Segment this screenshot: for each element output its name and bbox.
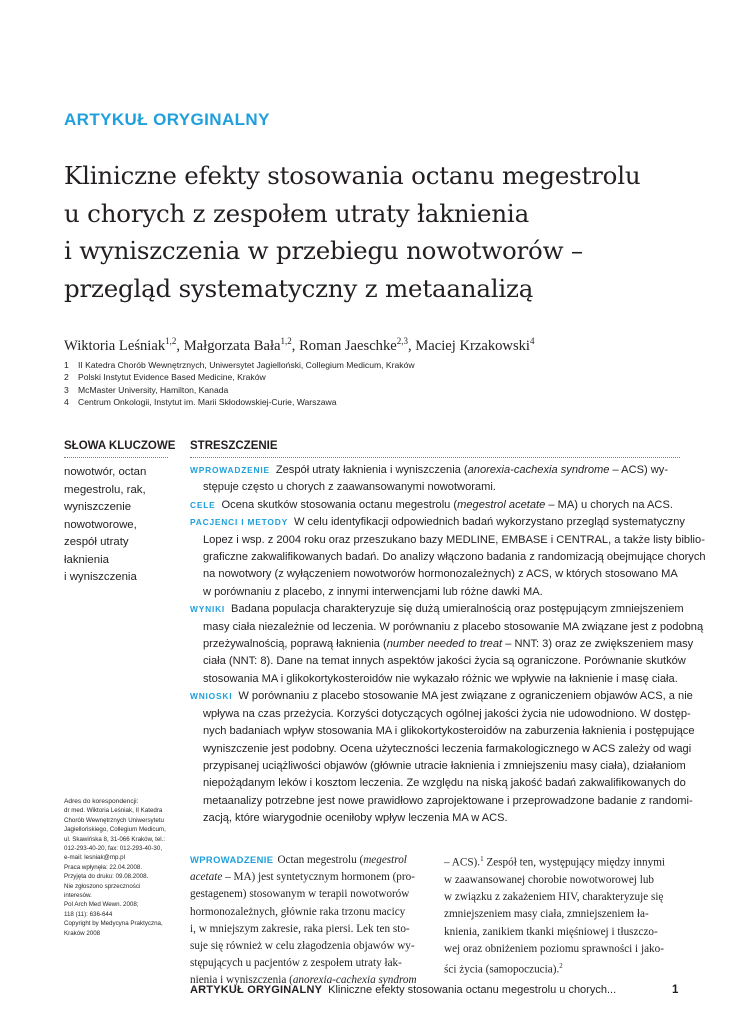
title-line: przegląd systematyczny z metaanalizą — [64, 273, 534, 303]
text-run: gestagenem) stosowanym w terapii nowotworów — [190, 888, 410, 901]
abstract-heading: STRESZCZENIE — [190, 440, 278, 452]
text-run: niepożądanym leków i kosztom leczenia. Ze względu na niską jakość badań zakwalifikowanych do — [203, 777, 686, 790]
body-line — [444, 958, 694, 979]
text-run: metaanalizy potrzebne jest nowe prawidłowo zaprojektowane i przeprowadzone badanie z randomi- — [203, 794, 693, 807]
title-line: Kliniczne efekty stosowania octanu megestrolu — [64, 161, 641, 190]
reference-superscript: 1 — [480, 855, 484, 863]
abstract-line — [190, 566, 690, 583]
body-column-left — [190, 851, 430, 990]
correspondence-line: ul. Skawińska 8, 31-066 Kraków, tel.: — [64, 835, 166, 843]
correspondence-line: 118 (11): 636-644 — [64, 910, 113, 918]
keyword-line: łaknienia — [64, 553, 109, 566]
italic-term: anorexia-cachexia syndrom — [292, 974, 417, 987]
author-affiliation-ref: 4 — [529, 336, 535, 346]
text-run: – MA) jest syntetycznym hormonem (pro- — [222, 871, 415, 884]
affiliation-item — [64, 371, 415, 383]
body-line — [444, 851, 694, 872]
article-title — [64, 157, 704, 307]
abstract-section — [190, 462, 690, 497]
correspondence-line: Nie zgłoszono sprzeczności — [64, 882, 141, 890]
keywords-list — [64, 464, 174, 587]
body-line — [190, 851, 430, 869]
correspondence-line: Pol Arch Med Wewn. 2008; — [64, 901, 139, 909]
text-run: graficzne zakwalifikowanych badań. Do analizy włączono badania z randomizacją obejmujące chorych — [203, 551, 706, 564]
text-run: przeżywalnością, poprawą łaknienia ( — [203, 638, 387, 651]
text-run: wej oraz obniżeniem poziomu sprawności i jako- — [444, 942, 664, 955]
abstract-line — [190, 810, 690, 827]
author-list — [64, 336, 534, 355]
text-run: na nowotwory (z wyłączeniem nowotworów hormonozależnych) z ACS, w których stosowano MA — [203, 568, 678, 581]
affiliation-text: McMaster University, Hamilton, Kanada — [78, 384, 229, 395]
affiliation-number: 1 — [64, 360, 69, 370]
abstract-line — [190, 758, 690, 775]
text-run: stosowania MA i glikokortykosteroidów nie wykazało różnic we wpływie na łaknienie i masę ciała. — [203, 672, 678, 685]
correspondence-line: e-mail: lesniak@mp.pl — [64, 854, 125, 862]
italic-term: megestrol acetate — [457, 498, 546, 511]
text-run: knienia, zanikiem tkanki mięśniowej i tłuszczo- — [444, 925, 658, 938]
body-section-label: WPROWADZENIE — [190, 854, 274, 865]
affiliation-item — [64, 384, 415, 396]
keyword-line: wyniszczenie — [64, 501, 132, 513]
text-run: W porównaniu z placebo stosowanie MA jest związane z ograniczeniem objawów ACS, a nie — [238, 690, 693, 703]
keyword-line: i wyniszczenia — [64, 571, 137, 583]
body-line — [190, 921, 430, 938]
text-run: w związku z zakażeniem HIV, charakteryzuje się — [444, 891, 664, 904]
page-number: 1 — [672, 984, 679, 996]
abstract-line — [190, 601, 690, 618]
title-line: u chorych z zespołem utraty łaknienia — [64, 198, 529, 228]
text-run: Octan megestrolu ( — [277, 854, 364, 866]
abstract-line — [190, 688, 693, 705]
title-line: i wyniszczenia w przebiegu nowotworów – — [64, 236, 583, 265]
abstract-divider — [190, 457, 680, 458]
author-name: Wiktoria Leśniak — [64, 337, 166, 354]
text-run: masy ciała niezależnie od leczenia. W porównaniu z placebo stosowanie MA związane jest z podobną — [203, 620, 704, 633]
author-separator: , — [176, 337, 184, 354]
abstract-line — [190, 514, 690, 531]
keyword-line: zespół utraty — [64, 536, 129, 548]
body-line — [444, 906, 694, 923]
correspondence-line: Kraków 2008 — [64, 929, 101, 937]
abstract-line — [190, 741, 690, 758]
affiliation-number: 2 — [64, 372, 69, 383]
correspondence-line: dr med. Wiktoria Leśniak, II Katedra — [64, 807, 163, 815]
abstract-section — [190, 497, 690, 514]
text-run: – NNT: 3) oraz ze zwiększeniem masy — [502, 638, 694, 651]
correspondence-box — [64, 797, 184, 938]
body-line — [444, 924, 694, 941]
affiliation-number: 3 — [64, 384, 69, 395]
correspondence-line: 012-293-40-20, fax: 012-293-40-30, — [64, 845, 163, 853]
body-line — [444, 872, 694, 889]
running-footer — [190, 984, 616, 996]
body-line — [190, 955, 430, 972]
correspondence-line: Copyright by Medycyna Praktyczna, — [64, 920, 163, 928]
text-run: Zespół utraty łaknienia i wyniszczenia ( — [275, 464, 468, 476]
author-name: Małgorzata Bała — [183, 337, 281, 354]
correspondence-line: Praca wpłynęła: 22.04.2008. — [64, 863, 143, 871]
author-affiliation-ref: 1,2 — [280, 336, 292, 346]
italic-term: number needed to treat — [386, 638, 503, 651]
abstract-section-label: WPROWADZENIE — [190, 465, 270, 475]
author-separator: , — [408, 337, 416, 354]
text-run: Ocena skutków stosowania octanu megestrolu ( — [221, 498, 458, 511]
text-run: w porównaniu z placebo, z innymi interwencjami lub różne dawki MA. — [203, 585, 543, 598]
author-affiliation-ref: 1,2 — [165, 336, 177, 346]
body-line — [444, 941, 694, 958]
author-name: Maciej Krzakowski — [415, 337, 530, 354]
author-separator: , — [291, 337, 300, 354]
abstract-section — [190, 514, 706, 601]
text-run: ści życia (samopoczucia). — [444, 963, 560, 976]
abstract-line — [190, 775, 690, 792]
abstract-line — [190, 671, 690, 688]
reference-superscript: 2 — [559, 961, 563, 970]
text-run: w zaawansowanej chorobie nowotworowej lub — [444, 873, 655, 886]
abstract-line — [190, 549, 706, 566]
abstract-section-label: WNIOSKI — [190, 691, 233, 702]
abstract-section-label: PACJENCI I METODY — [190, 517, 288, 528]
keywords-heading: SŁOWA KLUCZOWE — [64, 440, 176, 452]
text-run: – ACS) wy- — [609, 464, 669, 476]
keyword-line: megestrolu, rak, — [64, 483, 146, 496]
affiliation-item — [64, 359, 415, 371]
affiliation-number: 4 — [64, 397, 69, 408]
text-run: zacją, które wiarygodnie oceniłoby wpływ leczenia MA w ACS. — [203, 812, 508, 825]
correspondence-heading: Adres do korespondencji: — [64, 798, 139, 805]
body-line — [190, 938, 430, 955]
text-run: – MA) u chorych na ACS. — [545, 498, 673, 511]
body-line — [444, 889, 694, 906]
footer-section-label: ARTYKUŁ ORYGINALNY — [190, 984, 323, 996]
text-run: wpływa na czas przeżycia. Korzyści dotyczących ogólnej jakości życia nie udowodniono. W dostęp- — [203, 707, 691, 720]
text-run: suje się również w celu złagodzenia objawów wy- — [190, 940, 415, 953]
affiliation-text: II Katedra Chorób Wewnętrznych, Uniwersytet Jagielloński, Collegium Medicum, Kraków — [78, 360, 415, 370]
abstract-line — [190, 497, 690, 514]
text-run: wyniszczenie jest podobny. Ocena użyteczności leczenia farmakologicznego w ACS zależy od wagi — [203, 742, 692, 755]
abstract-section-label: WYNIKI — [190, 604, 226, 615]
abstract-line — [190, 462, 690, 479]
abstract-line — [190, 636, 694, 653]
text-run: ciała (NNT: 8). Dane na temat innych aspektów jakości życia są ograniczone. Porównanie skutków — [203, 655, 686, 668]
body-line — [190, 869, 430, 886]
abstract-line — [190, 532, 705, 549]
italic-term: megestrol — [363, 854, 407, 866]
text-run: Lopez i wsp. z 2004 roku oraz przeszukano bazy MEDLINE, EMBASE i CENTRAL, a także listy biblio- — [203, 533, 705, 546]
abstract-section — [190, 688, 695, 827]
footer-title: Kliniczne efekty stosowania octanu megestrolu u chorych... — [328, 984, 617, 996]
body-line — [190, 886, 430, 903]
text-run: i, w mniejszym zakresie, raka piersi. Lek ten sto- — [190, 922, 410, 935]
abstract-line — [190, 706, 690, 723]
affiliations — [64, 359, 415, 409]
section-label: ARTYKUŁ ORYGINALNY — [64, 110, 270, 129]
abstract-line — [190, 653, 690, 670]
text-run: hormonozależnych, głównie raka trzonu macicy — [190, 905, 406, 918]
text-run: – ACS). — [444, 856, 481, 869]
correspondence-line: Jagiellońskiego, Collegium Medicum, — [64, 826, 166, 834]
text-run: W celu identyfikacji odpowiednich badań wykorzystano przegląd systematyczny — [293, 516, 685, 529]
text-run: nych badaniach wpływ stosowania MA i glikokortykosteroidów na zaburzenia łaknienia i postępujące — [203, 725, 695, 738]
keyword-line: nowotwór, octan — [64, 466, 147, 478]
text-run: zmniejszeniem masy ciała, zmniejszeniem ła- — [444, 908, 649, 921]
correspondence-line: interesów. — [64, 892, 92, 900]
body-column-right — [444, 851, 694, 979]
abstract-section — [190, 601, 704, 688]
body-line — [190, 904, 430, 921]
abstract-section-label: CELE — [190, 499, 216, 510]
italic-term: acetate — [190, 871, 223, 884]
keyword-line: nowotworowe, — [64, 518, 137, 531]
italic-term: anorexia-cachexia syndrome — [467, 464, 610, 476]
text-run: Zespół ten, występujący między innymi — [483, 856, 666, 869]
text-run: Badana populacja charakteryzuje się dużą umieralnością oraz postępującym zmniejszeniem — [231, 603, 684, 616]
keywords-divider — [64, 457, 168, 458]
abstract-body — [190, 462, 706, 828]
correspondence-line: Przyjęta do druku: 09.08.2008. — [64, 873, 149, 881]
abstract-line — [190, 619, 704, 636]
text-run: stępuje często u chorych z zaawansowanymi nowotworami. — [203, 481, 496, 494]
author-name: Roman Jaeschke — [299, 337, 397, 354]
abstract-line — [190, 479, 690, 496]
author-affiliation-ref: 2,3 — [396, 336, 408, 346]
text-run: nienia i wyniszczenia ( — [190, 974, 293, 987]
abstract-line — [190, 584, 690, 601]
abstract-line — [190, 793, 693, 810]
affiliation-text: Polski Instytut Evidence Based Medicine, Kraków — [78, 372, 266, 383]
text-run: przypisanej uciążliwości objawów (głównie utracie łaknienia i zmniejszeniu masy ciała), działaniom — [203, 759, 686, 772]
affiliation-item — [64, 396, 415, 408]
correspondence-line: Chorób Wewnętrznych Uniwersytetu — [64, 816, 164, 824]
text-run: stępujących u pacjentów z zespołem utraty łak- — [190, 957, 402, 970]
abstract-line — [190, 723, 695, 740]
affiliation-text: Centrum Onkologii, Instytut im. Marii Skłodowskiej-Curie, Warszawa — [78, 397, 337, 408]
